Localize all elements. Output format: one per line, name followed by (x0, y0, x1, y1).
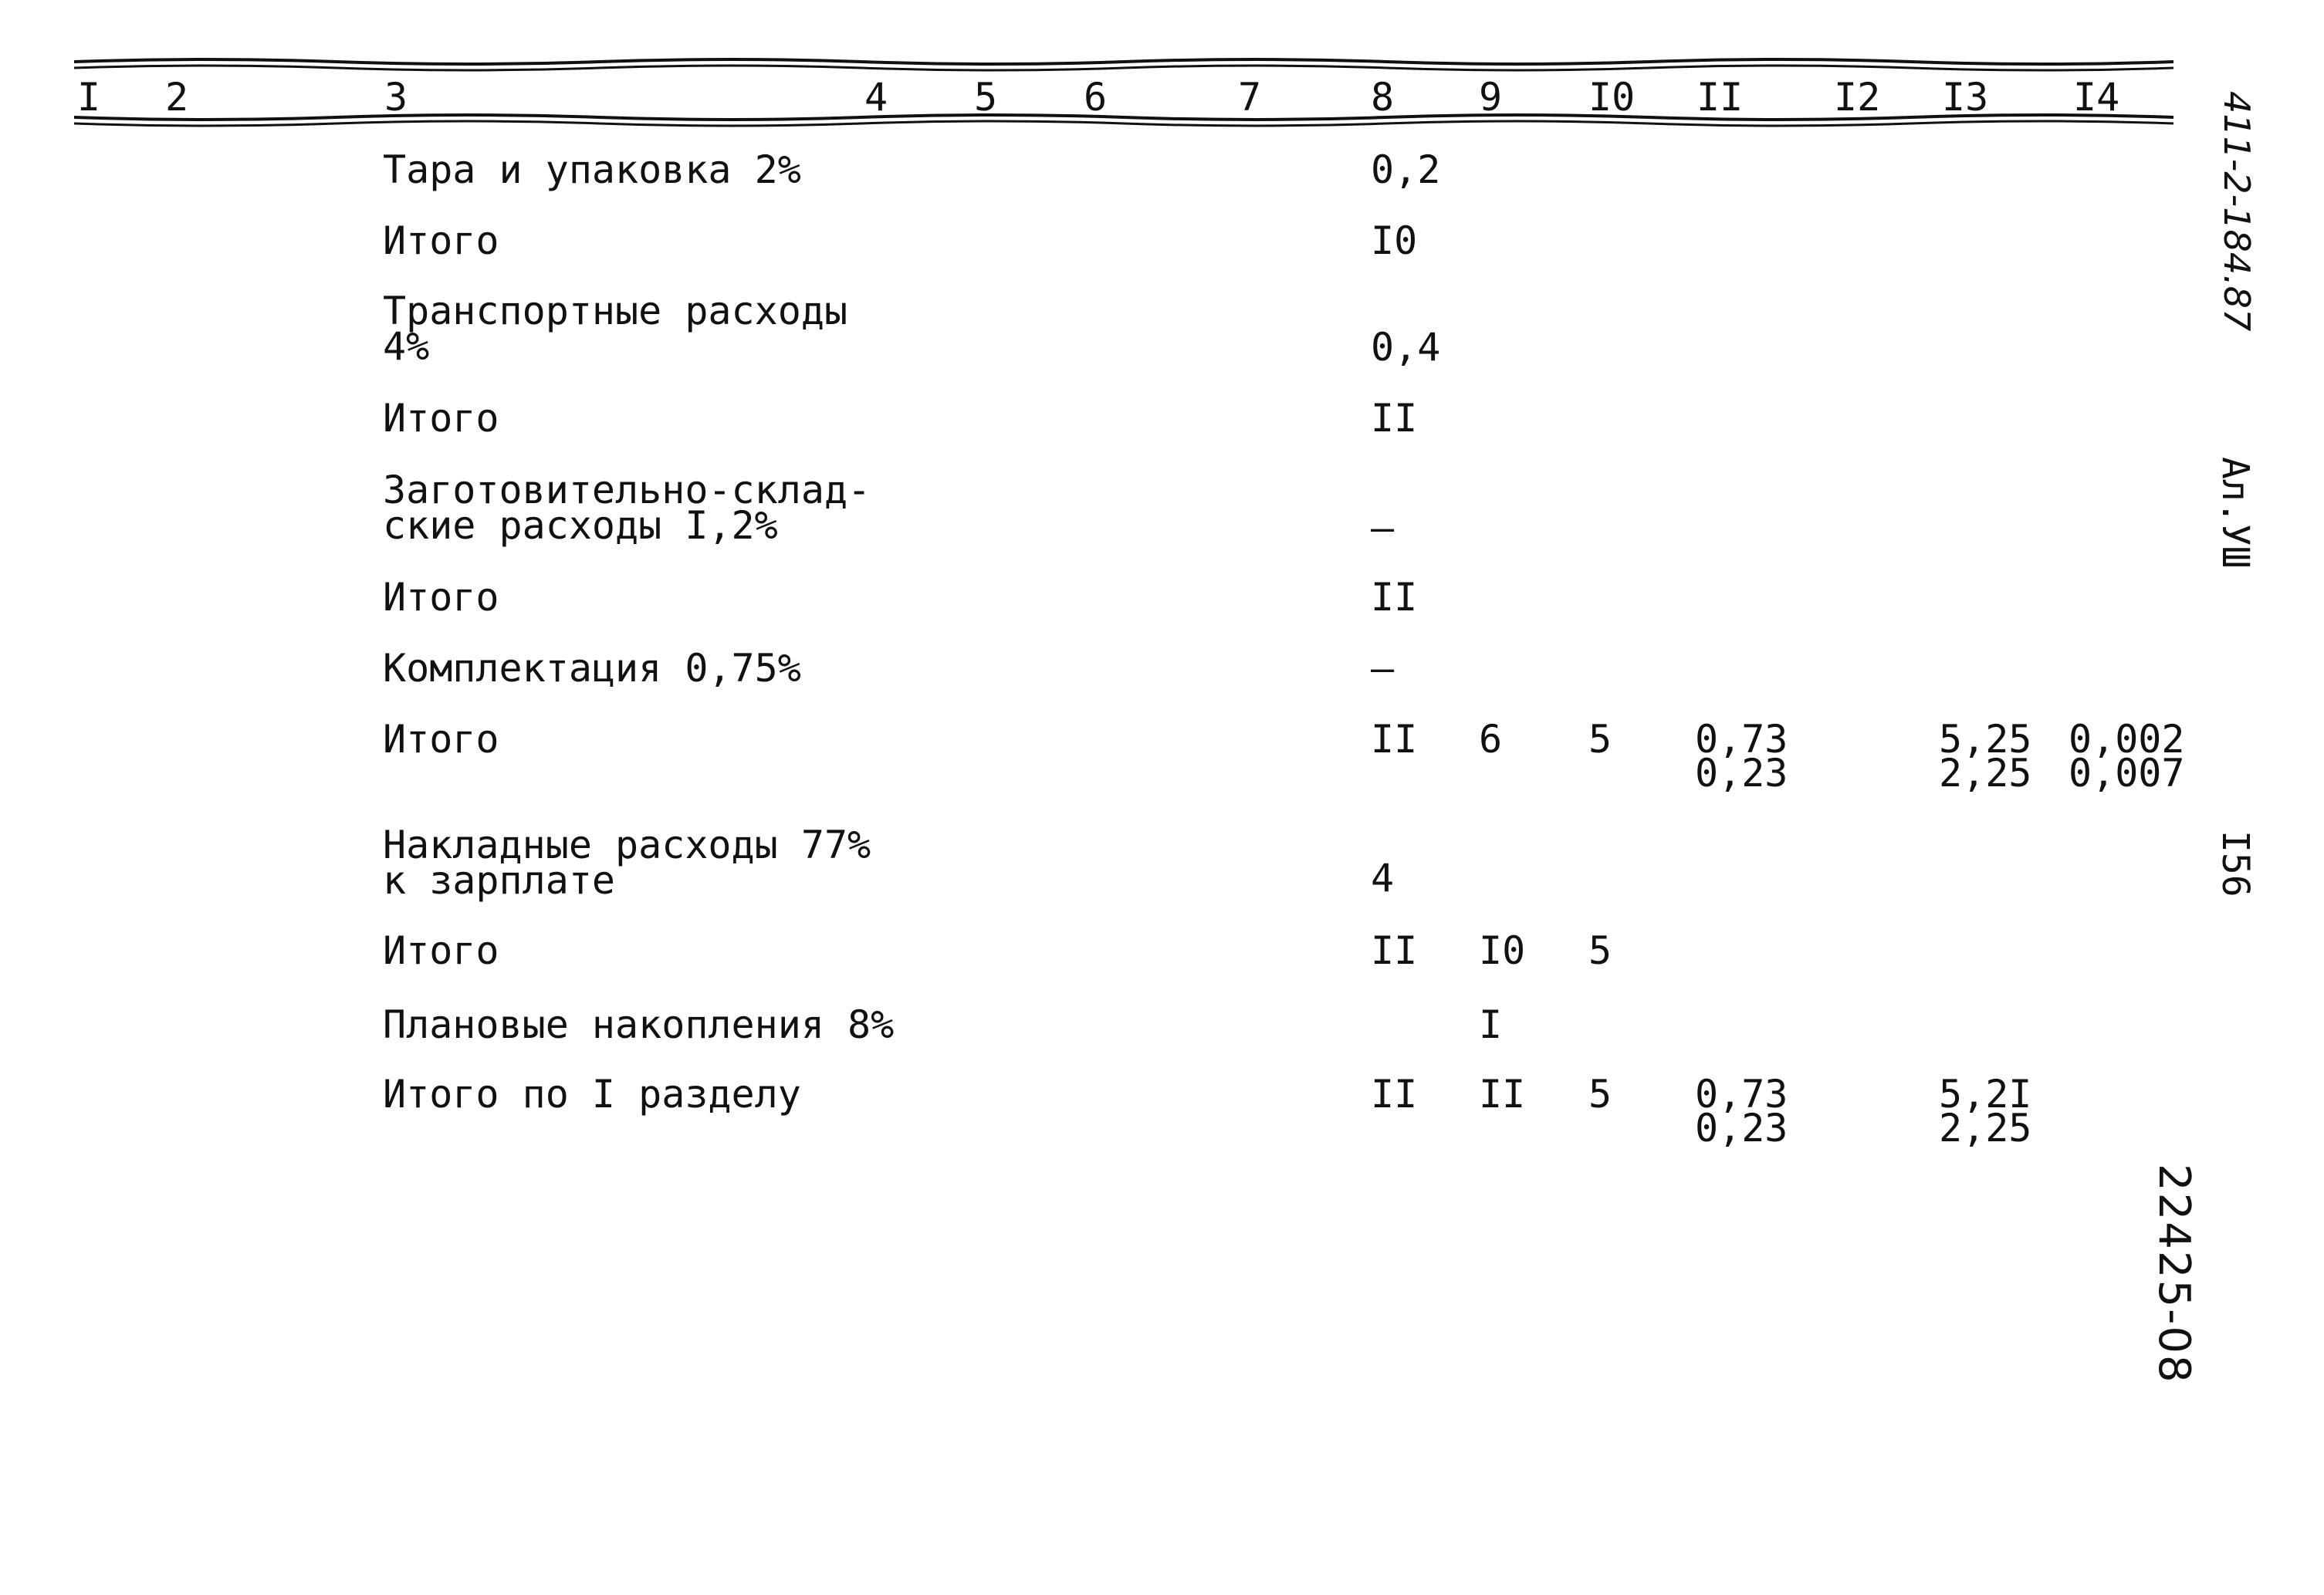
column-number-6: 6 (1084, 75, 1108, 120)
cell-col13: 5,2I 2,25 (1939, 1072, 2032, 1151)
row-description: Накладные расходы 77% к зарплате (383, 823, 871, 903)
cell-col8: – (1371, 646, 1395, 691)
column-number-11: II (1696, 75, 1744, 120)
cell-col11: 0,73 0,23 (1695, 1072, 1788, 1151)
column-number-5: 5 (974, 75, 998, 120)
row-description: Плановые накопления 8% (383, 1002, 895, 1047)
cell-col11: 0,73 0,23 (1695, 717, 1788, 796)
header-bottom-rule (74, 113, 2173, 128)
cell-col14: 0,002 0,007 (2069, 717, 2185, 796)
column-number-10: I0 (1588, 75, 1636, 120)
column-number-9: 9 (1479, 75, 1503, 120)
cell-col10: 5 (1588, 1072, 1612, 1117)
cell-col8: – (1371, 505, 1395, 550)
cell-col8: 0,2 (1371, 147, 1441, 192)
document-code: 411-2-184.87 (2216, 91, 2258, 332)
row-description: Итого по I разделу (383, 1072, 801, 1117)
cell-col9: I (1479, 1002, 1503, 1047)
row-description: Итого (383, 396, 499, 441)
cell-col8: II (1371, 928, 1418, 973)
cell-col9: I0 (1479, 928, 1526, 973)
row-description: Комплектация 0,75% (383, 646, 801, 691)
column-number-4: 4 (864, 75, 888, 120)
cell-col10: 5 (1588, 928, 1612, 973)
inventory-stamp-number: 22425-08 (2149, 1164, 2199, 1384)
column-number-3: 3 (384, 75, 408, 120)
row-description: Итого (383, 928, 499, 973)
album-label: Ал.УШ (2214, 457, 2257, 569)
column-number-12: I2 (1834, 75, 1881, 120)
row-description: Итого (383, 218, 499, 263)
cell-col8: II (1371, 575, 1418, 620)
cell-col10: 5 (1588, 717, 1612, 762)
row-description: Итого (383, 575, 499, 620)
cell-col13: 5,25 2,25 (1939, 717, 2032, 796)
cell-col8: II (1371, 717, 1418, 762)
top-rule (74, 57, 2173, 73)
row-description: Заготовительно-склад- ские расходы I,2% (383, 468, 871, 548)
cell-col8: 4 (1371, 856, 1395, 901)
cell-col8: II (1371, 1072, 1418, 1117)
row-description: Итого (383, 717, 499, 762)
cell-col9: II (1479, 1072, 1526, 1117)
header-bottom-rule-line (74, 113, 2173, 128)
cell-col8: I0 (1371, 218, 1418, 263)
column-number-14: I4 (2073, 75, 2120, 120)
cell-col8: 0,4 (1371, 325, 1441, 370)
row-description: Тара и упаковка 2% (383, 147, 801, 192)
cell-col8: II (1371, 396, 1418, 441)
column-number-1: I (77, 75, 101, 120)
row-description: Транспортные расходы 4% (383, 289, 848, 369)
cell-col9: 6 (1479, 717, 1503, 762)
column-number-8: 8 (1371, 75, 1395, 120)
column-number-13: I3 (1942, 75, 1989, 120)
top-rule-line (74, 57, 2173, 73)
column-number-7: 7 (1238, 75, 1262, 120)
page-number: I56 (2214, 830, 2257, 897)
column-number-2: 2 (165, 75, 189, 120)
